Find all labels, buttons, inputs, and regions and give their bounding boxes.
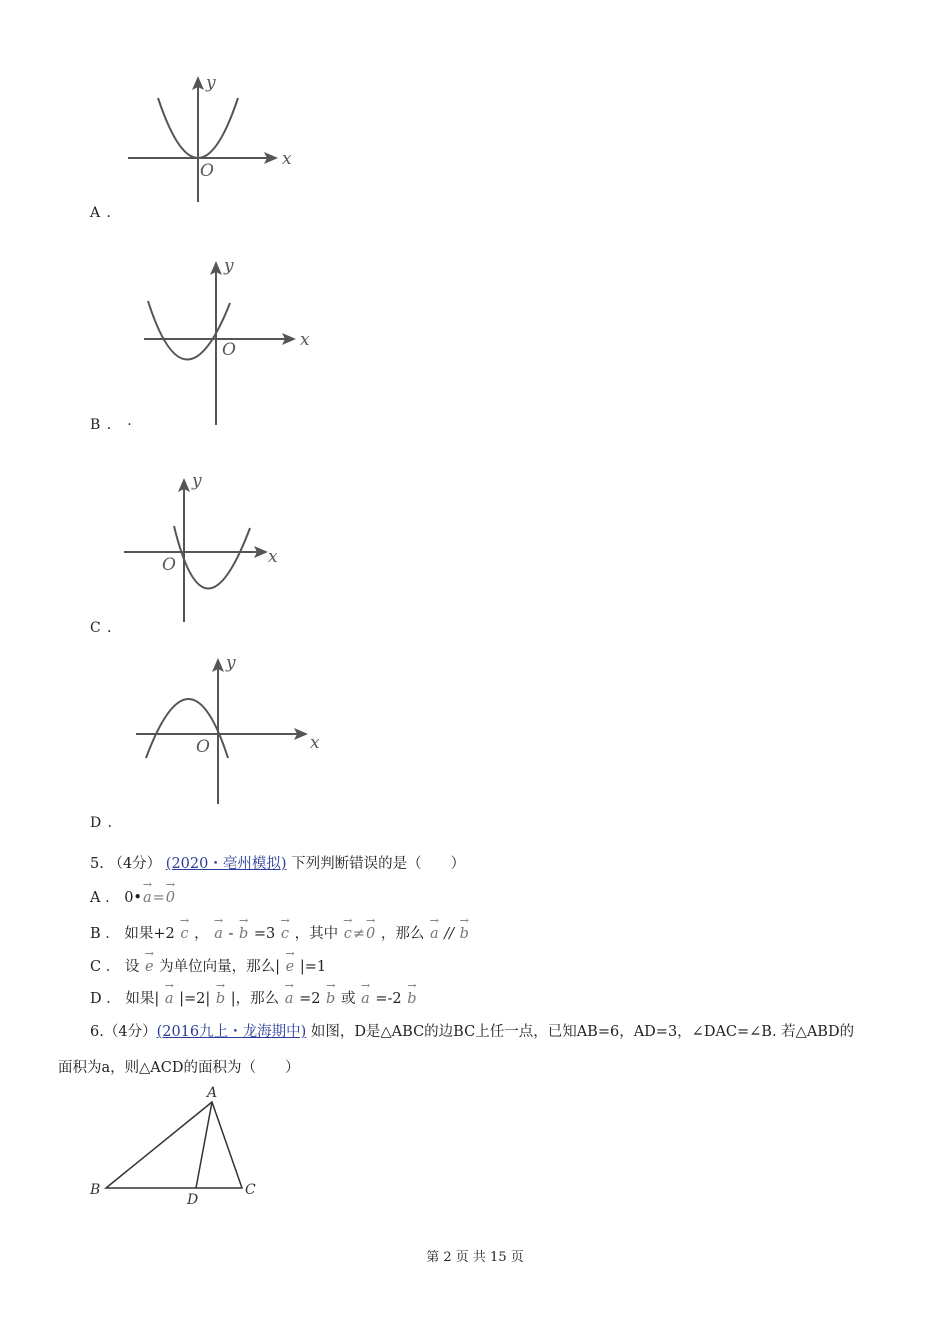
q5-b-label: B ． [90, 926, 120, 942]
point-a-label: A [207, 1085, 218, 1101]
option-b-letter: B ． [90, 417, 122, 433]
q5-option-d[interactable] [90, 987, 418, 1008]
vector-a: → a [284, 991, 295, 1007]
y-axis-label: y [206, 73, 216, 93]
vector-a: → a [164, 991, 175, 1007]
vector-zero: → 0 [165, 890, 176, 906]
q6-line1: 如图，D是△ABC的边BC上任一点，已知AB=6，AD=3，∠DAC=∠B. 若△ABD的 [310, 1024, 855, 1040]
q5-option-c[interactable] [90, 955, 326, 976]
question-6-stem [90, 1020, 854, 1041]
option-c-label[interactable]: C ． [90, 620, 123, 636]
origin-label: O [200, 161, 214, 181]
point-b-label: B [90, 1182, 101, 1198]
q5-d-text: |，那么 [230, 991, 280, 1007]
q5-number: 5. [90, 856, 104, 872]
graph-option-d [130, 650, 330, 810]
x-axis-label: x [268, 547, 278, 567]
q5-b-text: 如果+2 [124, 926, 175, 942]
q6-score: （4分） [103, 1024, 157, 1040]
q6-line2: 面积为a，则△ACD的面积为（ ） [58, 1060, 300, 1076]
vector-a: → a [429, 926, 440, 942]
vector-c: → c [179, 926, 189, 942]
q5-option-a[interactable] [90, 886, 176, 907]
graph-option-a [120, 70, 310, 210]
q5-c-text: 为单位向量，那么| [159, 959, 281, 975]
q5-b-parallel: // [444, 926, 454, 942]
vector-b: → b [215, 991, 226, 1007]
q5-d-text: 如果| [125, 991, 160, 1007]
q6-number: 6. [90, 1024, 104, 1040]
q5-stem-text: 下列判断错误的是（ ） [291, 856, 466, 872]
q5-b-neq: ≠ [352, 926, 365, 942]
x-axis-label: x [282, 149, 292, 169]
vector-zero: → 0 [365, 926, 376, 942]
vector-b: → b [325, 991, 336, 1007]
q5-d-text: =2 [299, 991, 321, 1007]
triangle-figure [88, 1082, 268, 1212]
vector-c: → c [343, 926, 353, 942]
graph-option-b [140, 255, 330, 430]
q5-c-text: |=1 [299, 959, 327, 975]
option-d-label[interactable]: D ． [90, 815, 123, 831]
q5-score: （4分） [108, 856, 162, 872]
q6-source-link[interactable]: (2016九上・龙海期中) [156, 1024, 307, 1040]
q5-d-label: D ． [90, 991, 121, 1007]
q5-a-eq: = [152, 890, 165, 906]
point-c-label: C [245, 1182, 256, 1198]
x-axis-label: x [310, 733, 320, 753]
q5-b-text: - [228, 926, 234, 942]
q5-c-label: C ． [90, 959, 121, 975]
point-d-label: D [187, 1192, 199, 1208]
y-axis-label: y [226, 653, 236, 673]
vector-e: → e [144, 959, 155, 975]
graph-option-c [118, 470, 298, 630]
q5-d-text: 或 [340, 991, 356, 1007]
y-axis-label: y [224, 256, 234, 276]
q5-b-text: ， [194, 926, 209, 942]
page-footer: 第 2 页 共 15 页 [426, 1250, 524, 1265]
q5-source-link[interactable]: (2020・亳州模拟) [165, 856, 287, 872]
option-a-label[interactable]: A ． [90, 205, 122, 221]
origin-label: O [222, 340, 236, 360]
origin-label: O [196, 737, 210, 757]
vector-a: → a [142, 890, 153, 906]
q5-b-text: ，其中 [294, 926, 339, 942]
vector-b: → b [238, 926, 249, 942]
q5-b-text: ，那么 [380, 926, 425, 942]
q5-c-text: 设 [124, 959, 140, 975]
origin-label: O [162, 555, 176, 575]
q5-d-text: |=2| [179, 991, 211, 1007]
q5-a-label: A ． [90, 890, 120, 906]
vector-b: → b [406, 991, 417, 1007]
q5-b-text: =3 [253, 926, 276, 942]
vector-e: → e [285, 959, 296, 975]
option-b-dot: · [127, 417, 133, 433]
y-axis-label: y [192, 471, 202, 491]
x-axis-label: x [300, 330, 310, 350]
vector-c: → c [280, 926, 290, 942]
vector-b: → b [459, 926, 470, 942]
q5-d-text: =-2 [375, 991, 402, 1007]
vector-a: → a [213, 926, 224, 942]
question-5-stem [90, 852, 465, 873]
q5-a-text: 0• [124, 890, 142, 906]
vector-a: → a [360, 991, 371, 1007]
option-b-label[interactable] [90, 414, 133, 434]
q5-option-b[interactable] [90, 922, 470, 943]
